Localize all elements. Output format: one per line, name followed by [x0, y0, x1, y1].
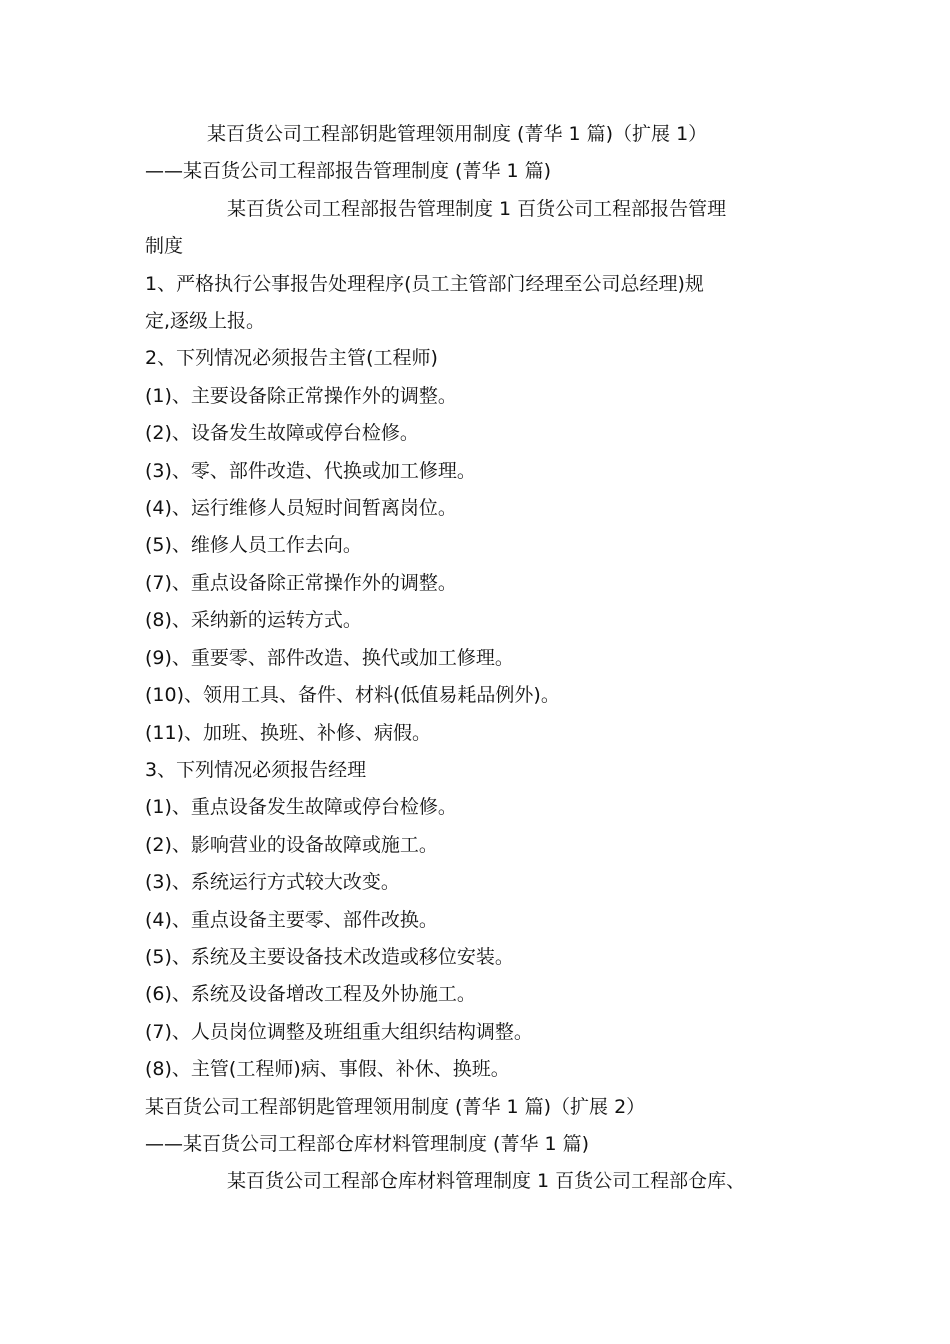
section-3-heading: 3、下列情况必须报告经理 [145, 758, 367, 781]
document-body [145, 116, 815, 1201]
list-item: (5)、系统及主要设备技术改造或移位安装。 [145, 945, 514, 968]
extension-2-subtitle: ——某百货公司工程部仓库材料管理制度 (菁华 1 篇) [145, 1132, 590, 1155]
extension-2-intro: 某百货公司工程部仓库材料管理制度 1 百货公司工程部仓库、 [227, 1170, 746, 1193]
extension-2-title: 某百货公司工程部钥匙管理领用制度 (菁华 1 篇)（扩展 2） [145, 1095, 646, 1118]
list-item: (2)、设备发生故障或停台检修。 [145, 422, 419, 445]
extension-1-intro: 某百货公司工程部报告管理制度 1 百货公司工程部报告管理 [227, 197, 727, 220]
item-1-cont: 定,逐级上报。 [145, 310, 266, 333]
list-item: (9)、重要零、部件改造、换代或加工修理。 [145, 646, 514, 669]
list-item: (11)、加班、换班、补修、病假。 [145, 721, 432, 744]
list-item: (4)、运行维修人员短时间暂离岗位。 [145, 497, 457, 520]
list-item: (8)、采纳新的运转方式。 [145, 609, 362, 632]
extension-1-title: 某百货公司工程部钥匙管理领用制度 (菁华 1 篇)（扩展 1） [207, 123, 708, 145]
list-item: (2)、影响营业的设备故障或施工。 [145, 833, 438, 856]
list-item: (10)、领用工具、备件、材料(低值易耗品例外)。 [145, 684, 560, 707]
list-item: (7)、重点设备除正常操作外的调整。 [145, 571, 457, 594]
list-item: (6)、系统及设备增改工程及外协施工。 [145, 983, 476, 1006]
section-2-heading: 2、下列情况必须报告主管(工程师) [145, 347, 438, 370]
list-item: (1)、重点设备发生故障或停台检修。 [145, 796, 457, 819]
list-item: (7)、人员岗位调整及班组重大组织结构调整。 [145, 1020, 533, 1043]
list-item: (1)、主要设备除正常操作外的调整。 [145, 384, 457, 407]
item-1: 1、严格执行公事报告处理程序(员工主管部门经理至公司总经理)规 [145, 272, 704, 295]
list-item: (3)、系统运行方式较大改变。 [145, 871, 400, 894]
extension-1-subtitle: ——某百货公司工程部报告管理制度 (菁华 1 篇) [145, 160, 552, 183]
list-item: (4)、重点设备主要零、部件改换。 [145, 908, 438, 931]
list-item: (8)、主管(工程师)病、事假、补休、换班。 [145, 1058, 510, 1081]
list-item: (5)、维修人员工作去向。 [145, 534, 362, 557]
extension-1-intro-cont: 制度 [145, 235, 184, 258]
list-item: (3)、零、部件改造、代换或加工修理。 [145, 459, 476, 482]
